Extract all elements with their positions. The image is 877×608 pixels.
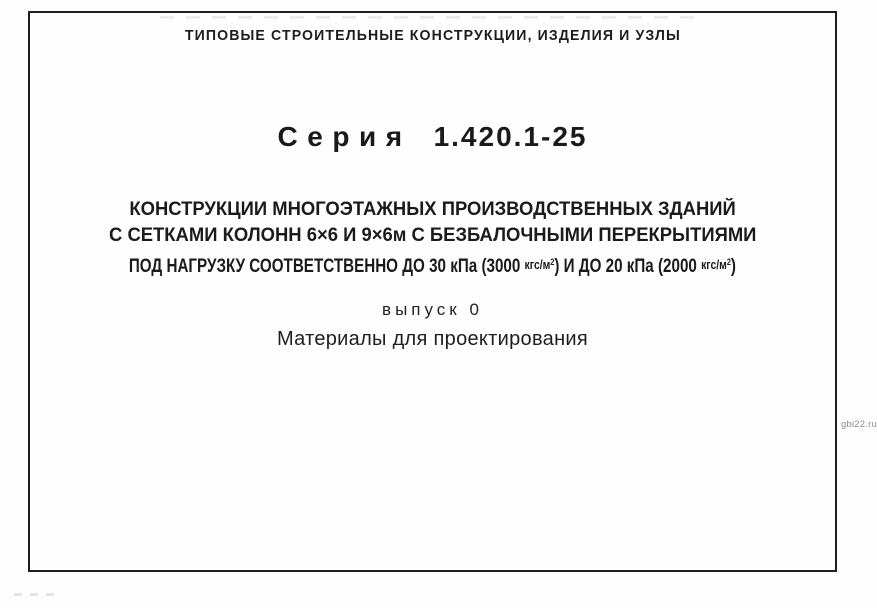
document-border-frame: [28, 11, 837, 572]
document-subtitle: Материалы для проектирования: [276, 328, 589, 350]
series-title: [28, 121, 837, 153]
title-line-3: [28, 249, 837, 280]
title-line-3-text-mid: ) И ДО 20 кПа (2000: [554, 256, 702, 277]
load-unit-2: кгс/$м^2$: [701, 257, 731, 272]
scan-bleed-artifact: [160, 16, 705, 19]
document-header: [28, 27, 837, 44]
load-unit-1-superscript: 2: [550, 257, 555, 267]
load-unit-2-superscript: 2: [726, 257, 731, 267]
load-unit-1: кгс/$м^2$: [524, 257, 555, 272]
series-number: 1.420.1-25: [433, 121, 588, 152]
issue-number: выпуск 0: [382, 300, 483, 319]
title-line-1: КОНСТРУКЦИИ МНОГОЭТАЖНЫХ ПРОИЗВОДСТВЕННЫХ ЗДАНИЙ: [129, 199, 736, 220]
scan-smudge-mark: [14, 593, 62, 596]
title-line-3-text: ПОД НАГРУЗКУ СООТВЕТСТВЕННО ДО 30 кПа (3000: [128, 256, 525, 277]
series-label: Серия: [277, 121, 412, 152]
document-header-text: ТИПОВЫЕ СТРОИТЕЛЬНЫЕ КОНСТРУКЦИИ, ИЗДЕЛИЯ И УЗЛЫ: [184, 27, 681, 44]
title-line-2: С СЕТКАМИ КОЛОНН 6×6 И 9×6м С БЕЗБАЛОЧНЫМИ ПЕРЕКРЫТИЯМИ: [108, 225, 757, 246]
watermark-text: gbi22.ru: [841, 419, 877, 430]
document-title: [28, 197, 837, 280]
title-line-3-text-end: ): [730, 256, 737, 277]
